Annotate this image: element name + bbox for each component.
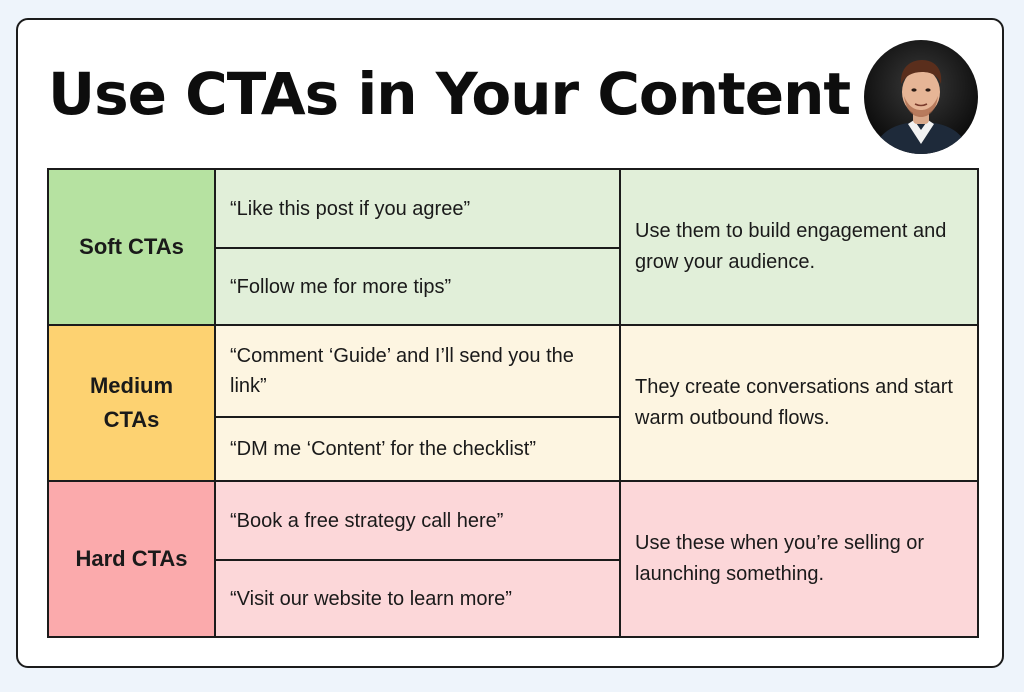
cta-table (47, 168, 979, 638)
examples-cell-soft (215, 169, 620, 325)
category-cell-medium (48, 325, 215, 481)
description-cell-hard: Use these when you’re selling or launching something. (620, 481, 978, 637)
examples-cell-medium (215, 325, 620, 481)
example-item: “Visit our website to learn more” (216, 559, 619, 636)
avatar (864, 40, 978, 154)
table-row-soft (48, 169, 978, 325)
example-item: “Like this post if you agree” (230, 197, 471, 220)
content-card (16, 18, 1004, 668)
example-item: “Follow me for more tips” (216, 247, 619, 324)
table-row-medium (48, 325, 978, 481)
examples-cell-hard (215, 481, 620, 637)
table-row-hard (48, 481, 978, 637)
example-item: “Book a free strategy call here” (230, 509, 504, 532)
example-item: “Comment ‘Guide’ and I’ll send you the link” (230, 345, 574, 397)
example-item: “DM me ‘Content’ for the checklist” (216, 416, 619, 480)
category-cell-soft: Soft CTAs (48, 169, 215, 325)
description-cell-medium: They create conversations and start warm outbound flows. (620, 325, 978, 481)
author-portrait-icon (864, 40, 978, 154)
page-title: Use CTAs in Your Content (48, 60, 851, 128)
category-label: Medium CTAs (89, 373, 174, 432)
category-cell-hard: Hard CTAs (48, 481, 215, 637)
description-cell-soft: Use them to build engagement and grow your audience. (620, 169, 978, 325)
